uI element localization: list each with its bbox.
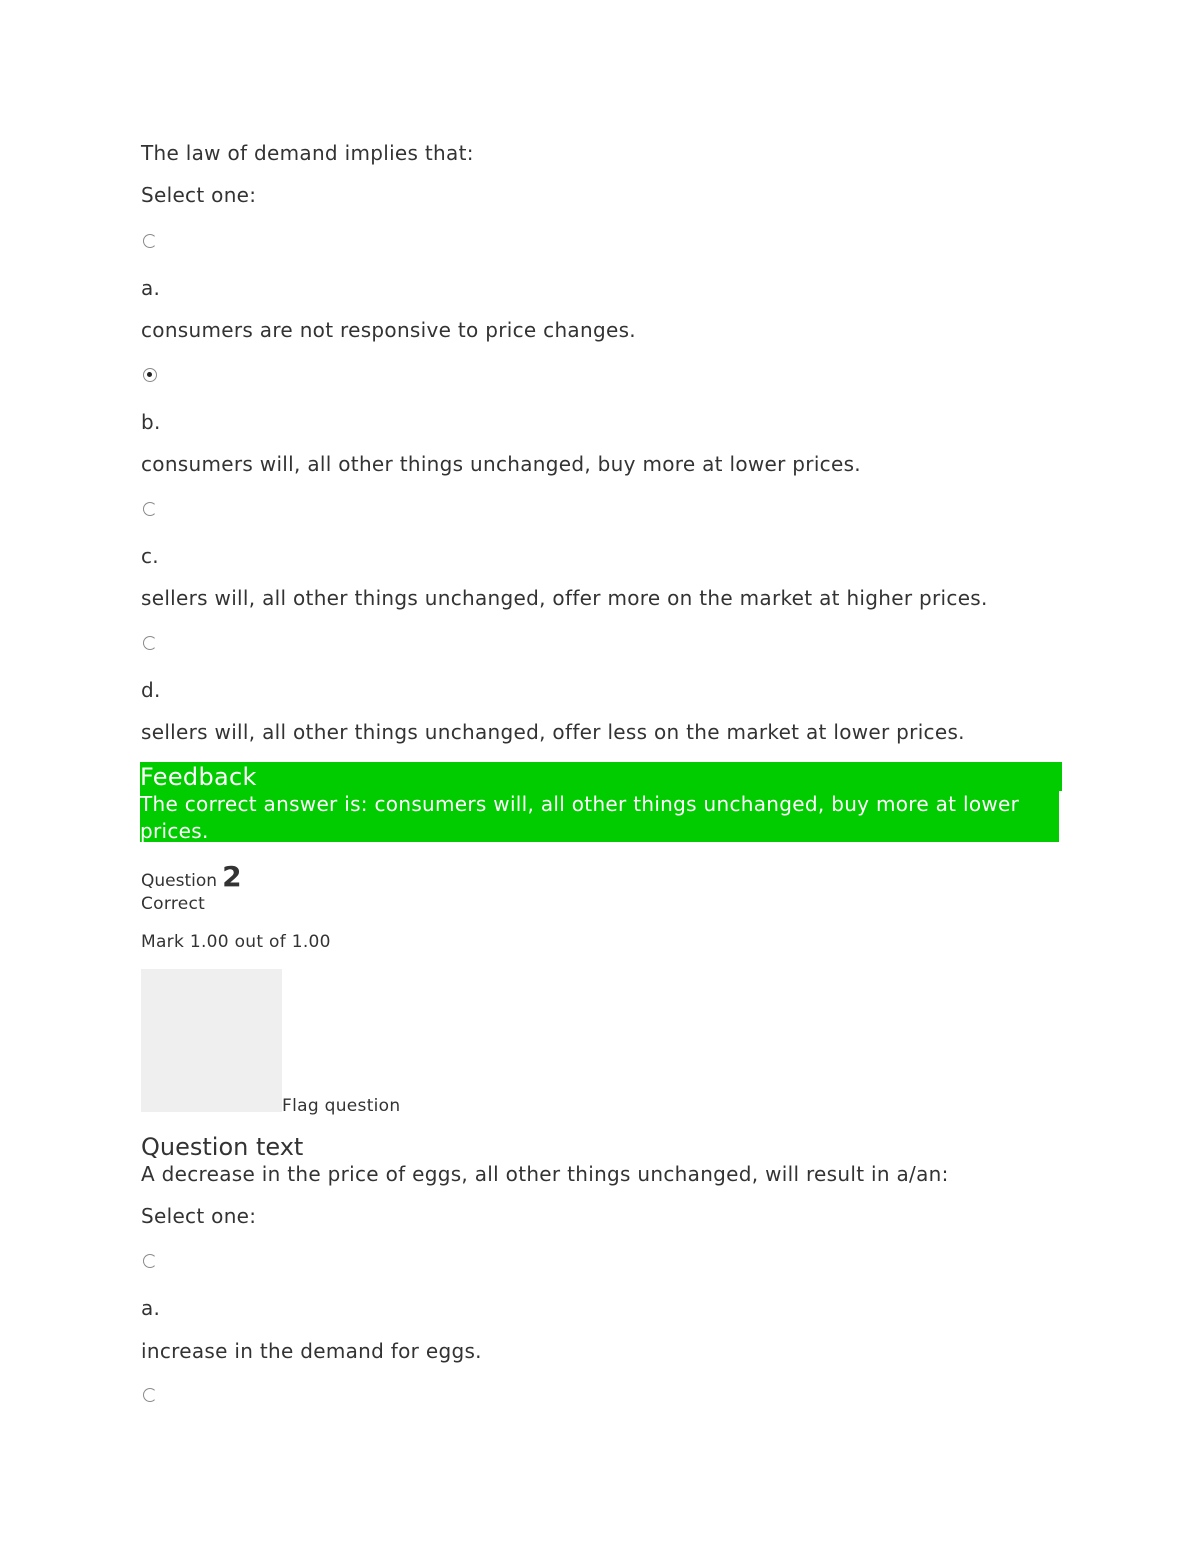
q2-option-a-text: increase in the demand for eggs.	[141, 1339, 482, 1363]
question-2-header	[141, 860, 242, 893]
question-number: 2	[222, 860, 242, 893]
flag-question-link[interactable]: Flag question	[282, 1096, 401, 1116]
option-b-letter: b.	[141, 410, 161, 434]
question-2-select-label: Select one:	[141, 1204, 257, 1228]
question-label: Question	[141, 871, 218, 891]
question-status: Correct	[141, 894, 206, 914]
feedback-panel	[140, 762, 1062, 842]
q2-option-a-radio[interactable]	[143, 1254, 157, 1268]
feedback-text: The correct answer is: consumers will, all other things unchanged, buy more at lower prices.	[140, 792, 1020, 843]
option-d-radio[interactable]	[143, 636, 157, 650]
option-a-letter: a.	[141, 276, 161, 300]
option-c-radio[interactable]	[143, 502, 157, 516]
radio-selected-dot	[147, 372, 152, 377]
feedback-edge	[1059, 791, 1062, 842]
option-d-letter: d.	[141, 678, 161, 702]
option-a-radio[interactable]	[143, 234, 157, 248]
question-1-prompt: The law of demand implies that:	[141, 141, 474, 165]
option-b-radio[interactable]	[143, 368, 157, 382]
option-d-text: sellers will, all other things unchanged, offer less on the market at lower prices.	[141, 720, 965, 744]
feedback-title: Feedback	[140, 763, 257, 791]
flag-icon[interactable]	[141, 969, 282, 1112]
option-c-text: sellers will, all other things unchanged, offer more on the market at higher prices.	[141, 586, 988, 610]
option-b-text: consumers will, all other things unchanged, buy more at lower prices.	[141, 452, 861, 476]
question-mark: Mark 1.00 out of 1.00	[141, 932, 331, 952]
q2-option-b-radio[interactable]	[143, 1388, 157, 1402]
question-text-heading: Question text	[141, 1133, 304, 1161]
q2-option-a-letter: a.	[141, 1296, 161, 1320]
question-2-prompt: A decrease in the price of eggs, all other things unchanged, will result in a/an:	[141, 1162, 949, 1186]
option-c-letter: c.	[141, 544, 159, 568]
question-1-select-label: Select one:	[141, 183, 257, 207]
option-a-text: consumers are not responsive to price changes.	[141, 318, 636, 342]
